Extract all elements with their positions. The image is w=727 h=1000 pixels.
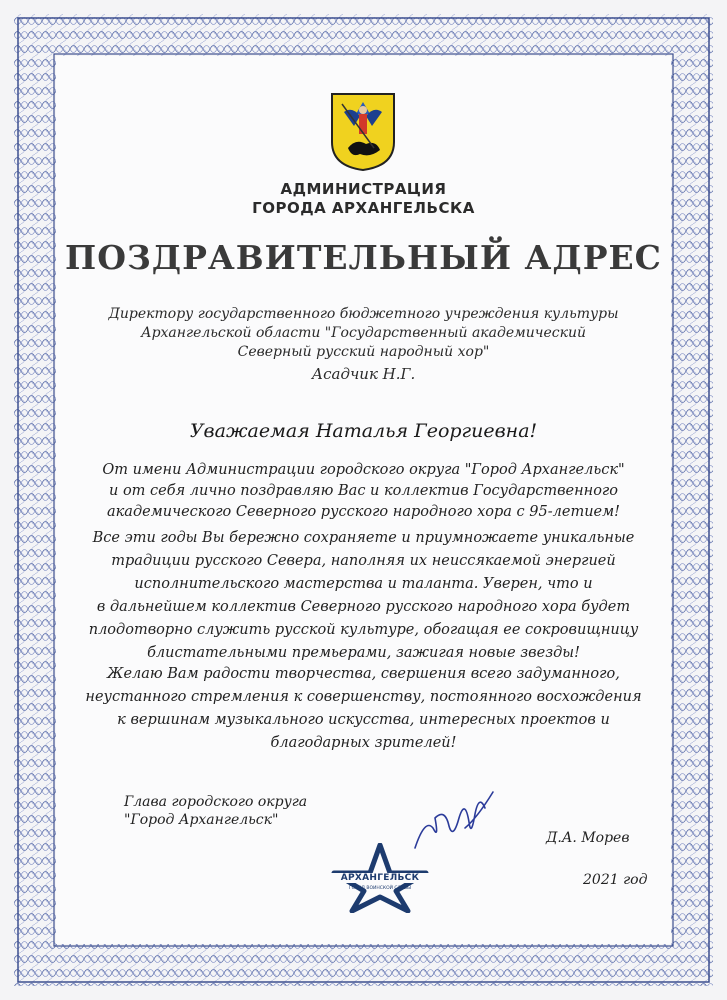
body-line: к вершинам музыкального искусства, интересных проектов и (117, 712, 610, 728)
org-name-line2: ГОРОДА АРХАНГЕЛЬСКА (252, 199, 475, 217)
addressee-line: Северный русский народный хор" (237, 344, 490, 360)
logo-text: АРХАНГЕЛЬСК (330, 873, 430, 883)
body-line: традиции русского Севера, наполняя их неиссякаемой энергией (111, 553, 616, 569)
body-line: и от себя лично поздравляю Вас и коллектив Государственного (109, 483, 618, 499)
addressee-line: Архангельской области "Государственный академический (140, 325, 587, 341)
addressee-name: Асадчик Н.Г. (311, 365, 416, 383)
org-name-line1: АДМИНИСТРАЦИЯ (280, 180, 447, 198)
body-line: От имени Администрации городского округа "Город Архангельск" (102, 462, 625, 478)
body-line: плодотворно служить русской культуре, обогащая ее сокровищницу (88, 622, 639, 638)
body-line: Все эти годы Вы бережно сохраняете и приумножаете уникальные (92, 530, 635, 546)
signatory-position-line2: "Город Архангельск" (124, 812, 279, 828)
signatory-position-line1: Глава городского округа (124, 794, 308, 810)
document-title: ПОЗДРАВИТЕЛЬНЫЙ АДРЕС (65, 238, 662, 277)
document-date: 2021 год (583, 872, 648, 888)
city-logo (330, 843, 430, 913)
logo-subtext: ГОРОД ВОИНСКОЙ СЛАВЫ (348, 886, 412, 891)
body-line: в дальнейшем коллектив Северного русского народного хора будет (96, 599, 631, 615)
addressee-line: Директору государственного бюджетного учреждения культуры (108, 306, 619, 322)
body-line: академического Северного русского народного хора с 95-летием! (107, 504, 620, 520)
body-line: блистательными премьерами, зажигая новые звезды! (147, 645, 580, 661)
greeting: Уважаемая Наталья Георгиевна! (189, 420, 538, 442)
body-line: неустанного стремления к совершенству, постоянного восхождения (85, 689, 642, 705)
coat-of-arms (330, 92, 396, 172)
signatory-name: Д.А. Морев (546, 830, 630, 846)
body-line: исполнительского мастерства и таланта. Уверен, что и (134, 576, 593, 592)
body-line: Желаю Вам радости творчества, свершения всего задуманного, (107, 666, 620, 682)
body-line: благодарных зрителей! (270, 735, 457, 751)
